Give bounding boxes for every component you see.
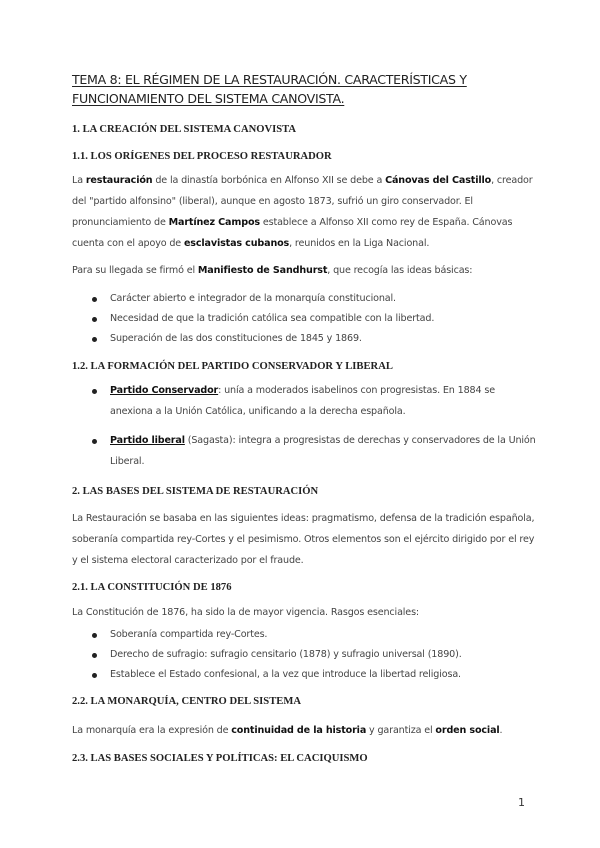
list-item-liberal: Partido liberal (Sagasta): integra a progresistas de derechas y conservadores de la Unión Liberal. bbox=[92, 430, 538, 472]
section-heading-2: 2. LAS BASES DEL SISTEMA DE RESTAURACIÓN bbox=[72, 486, 319, 497]
subsection-heading-2-3: 2.3. LAS BASES SOCIALES Y POLÍTICAS: EL CACIQUISMO bbox=[72, 753, 368, 764]
paragraph-sandhurst: Para su llegada se firmó el Manifiesto de Sandhurst, que recogía las ideas básicas: bbox=[72, 265, 473, 276]
subsection-heading-2-1: 2.1. LA CONSTITUCIÓN DE 1876 bbox=[72, 582, 232, 593]
paragraph-origenes: La restauración de la dinastía borbónica en Alfonso XII se debe a Cánovas del Castillo, creador del "partido alfonsino" (liberal), aunque en agosto 1873, sufrió un giro conservador. El pronunciamiento de Martínez Campos establece a Alfonso XII como rey de España. Cánovas cuenta con el apoyo de esclavistas cubanos, reunidos en la Liga Nacional. bbox=[72, 175, 533, 249]
sandhurst-ideas-list bbox=[92, 289, 538, 348]
list-item: Superación de las dos constituciones de 1845 y 1869. bbox=[92, 329, 538, 349]
paragraph-constitucion: La Constitución de 1876, ha sido la de mayor vigencia. Rasgos esenciales: bbox=[72, 607, 419, 618]
list-item: Carácter abierto e integrador de la monarquía constitucional. bbox=[92, 289, 538, 309]
parties-list bbox=[92, 380, 538, 480]
list-item: Establece el Estado confesional, a la vez que introduce la libertad religiosa. bbox=[92, 665, 538, 685]
document-title: TEMA 8: EL RÉGIMEN DE LA RESTAURACIÓN. CARACTERÍSTICAS Y FUNCIONAMIENTO DEL SISTEMA CANOVISTA. bbox=[72, 72, 467, 106]
list-item: Necesidad de que la tradición católica sea compatible con la libertad. bbox=[92, 309, 538, 329]
paragraph-monarquia: La monarquía era la expresión de continuidad de la historia y garantiza el orden social. bbox=[72, 725, 503, 736]
subsection-heading-1-1: 1.1. LOS ORÍGENES DEL PROCESO RESTAURADOR bbox=[72, 151, 332, 162]
page-number: 1 bbox=[518, 796, 525, 809]
list-item: Soberanía compartida rey-Cortes. bbox=[92, 625, 538, 645]
list-item: Derecho de sufragio: sufragio censitario (1878) y sufragio universal (1890). bbox=[92, 645, 538, 665]
paragraph-bases: La Restauración se basaba en las siguientes ideas: pragmatismo, defensa de la tradición española, soberanía compartida rey-Cortes y el pesimismo. Otros elementos son el ejército dirigido por el rey y el sistema electoral caracterizado por el fraude. bbox=[72, 513, 535, 566]
section-heading-1: 1. LA CREACIÓN DEL SISTEMA CANOVISTA bbox=[72, 124, 297, 135]
list-item-conservador: Partido Conservador: unía a moderados isabelinos con progresistas. En 1884 se anexiona a la Unión Católica, unificando a la derecha española. bbox=[92, 380, 538, 422]
constitucion-list bbox=[92, 625, 538, 684]
subsection-heading-1-2: 1.2. LA FORMACIÓN DEL PARTIDO CONSERVADOR Y LIBERAL bbox=[72, 361, 393, 372]
subsection-heading-2-2: 2.2. LA MONARQUÍA, CENTRO DEL SISTEMA bbox=[72, 696, 301, 707]
